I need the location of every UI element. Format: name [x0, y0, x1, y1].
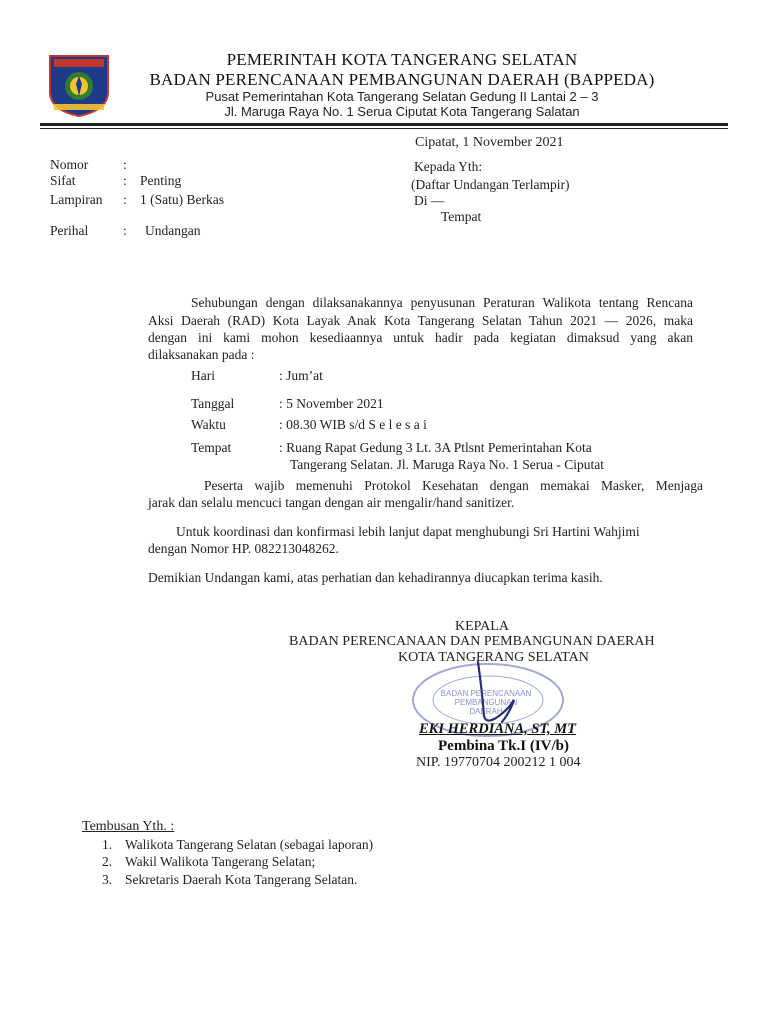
- letterhead-line4: Jl. Maruga Raya No. 1 Serua Ciputat Kota Tangerang Salatan: [224, 104, 580, 119]
- detail-tempat-value1: : Ruang Rapat Gedung 3 Lt. 3A Ptlsnt Pemerintahan Kota: [279, 440, 592, 455]
- body-p1-line2: Aksi Daerah (RAD) Kota Layak Anak Kota Tangerang Selatan Tahun 2021 — 2026, maka: [148, 313, 693, 328]
- body-p2-line1: Peserta wajib memenuhi Protokol Kesehatan dengan memakai Masker, Menjaga: [204, 478, 703, 493]
- detail-hari-value: : Jum’at: [279, 368, 323, 383]
- signature-title1: KEPALA: [455, 619, 509, 634]
- detail-tempat-label: Tempat: [191, 440, 232, 455]
- cc-item-text: Wakil Walikota Tangerang Selatan;: [125, 854, 316, 869]
- letterhead-line2: BADAN PERENCANAAN PEMBANGUNAN DAERAH (BAPPEDA): [149, 70, 655, 89]
- letterhead-rule-thick: [40, 123, 728, 126]
- cc-title: Tembusan Yth. :: [82, 819, 175, 834]
- detail-tanggal-value: : 5 November 2021: [279, 396, 384, 411]
- recipient-line2: (Daftar Undangan Terlampir): [411, 177, 570, 192]
- recipient-line1: Kepada Yth:: [414, 159, 483, 174]
- meta-perihal-value: Undangan: [145, 223, 201, 238]
- body-p1-line4: dilaksanakan pada :: [148, 347, 255, 362]
- body-p1-line1: Sehubungan dengan dilaksanakannya penyusunan Peraturan Walikota tentang Rencana: [191, 295, 693, 310]
- recipient-line4: Tempat: [441, 209, 482, 224]
- cc-item-text: Walikota Tangerang Selatan (sebagai laporan): [125, 837, 374, 852]
- meta-perihal-label: Perihal: [50, 223, 89, 238]
- detail-waktu-value: : 08.30 WIB s/d S e l e s a i: [279, 417, 427, 432]
- signatory-rank: Pembina Tk.I (IV/b): [438, 738, 570, 754]
- body-p1-line3: dengan ini kami mohon kesediaannya untuk hadir pada kegiatan dimaksud yang akan: [148, 330, 693, 345]
- cc-item-num: 3.: [102, 872, 113, 887]
- cc-item-num: 2.: [102, 854, 113, 869]
- cc-item-text: Sekretaris Daerah Kota Tangerang Selatan.: [125, 872, 358, 887]
- detail-tanggal-label: Tanggal: [191, 396, 235, 411]
- meta-lampiran-colon: :: [123, 192, 127, 207]
- detail-waktu-label: Waktu: [191, 417, 226, 432]
- signature-title3: KOTA TANGERANG SELATAN: [398, 650, 589, 665]
- meta-perihal-colon: :: [123, 223, 127, 238]
- body-p3-line2: dengan Nomor HP. 082213048262.: [148, 541, 339, 556]
- detail-hari-label: Hari: [191, 368, 215, 383]
- signature-title2: BADAN PERENCANAAN DAN PEMBANGUNAN DAERAH: [289, 634, 655, 649]
- body-p3-line1: Untuk koordinasi dan konfirmasi lebih lanjut dapat menghubungi Sri Hartini Wahjimi: [176, 524, 640, 539]
- meta-lampiran-value: 1 (Satu) Berkas: [140, 192, 224, 207]
- cc-item-num: 1.: [102, 837, 113, 852]
- recipient-line3: Di —: [414, 193, 445, 208]
- meta-nomor-label: Nomor: [50, 157, 89, 172]
- signatory-name: EKI HERDIANA, ST, MT: [419, 721, 577, 737]
- meta-lampiran-label: Lampiran: [50, 192, 103, 207]
- detail-tempat-value2: Tangerang Selatan. Jl. Maruga Raya No. 1 Serua - Ciputat: [290, 457, 604, 472]
- place-date: Cipatat, 1 November 2021: [415, 135, 564, 150]
- meta-nomor-colon: :: [123, 157, 127, 172]
- letterhead-line3: Pusat Pemerintahan Kota Tangerang Selatan Gedung II Lantai 2 – 3: [205, 89, 599, 104]
- body-p2-line2: jarak dan selalu mencuci tangan dengan air mengalir/hand sanitizer.: [148, 495, 515, 510]
- signatory-nip: NIP. 19770704 200212 1 004: [416, 755, 581, 770]
- meta-sifat-colon: :: [123, 173, 127, 188]
- meta-sifat-value: Penting: [140, 173, 182, 188]
- stamp-text: BADAN PERENCANAAN PEMBANGUNAN DAERAH: [440, 689, 532, 716]
- letterhead-rule-thin: [40, 128, 728, 129]
- body-p4: Demikian Undangan kami, atas perhatian dan kehadirannya diucapkan terima kasih.: [148, 570, 603, 585]
- letterhead-line1: PEMERINTAH KOTA TANGERANG SELATAN: [226, 50, 578, 69]
- meta-sifat-label: Sifat: [50, 173, 76, 188]
